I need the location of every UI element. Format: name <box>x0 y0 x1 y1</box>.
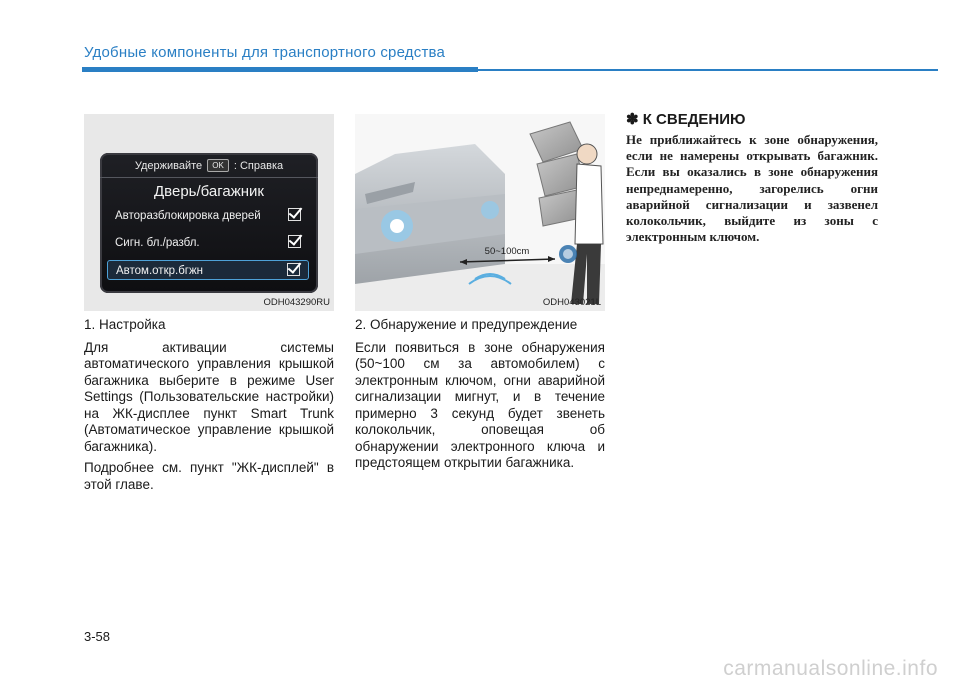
screen-item-label: Сигн. бл./разбл. <box>115 237 200 249</box>
caption-detection: 2. Обнаружение и предупреждение <box>355 317 578 332</box>
screen-hint <box>100 158 318 178</box>
watermark: carmanualsonline.info <box>723 657 938 680</box>
checkbox-checked-icon <box>288 208 301 221</box>
figure-code: ODH043290RU <box>263 297 330 308</box>
note-title: ✽ К СВЕДЕНИЮ <box>626 111 746 128</box>
checkbox-checked-icon <box>288 235 301 248</box>
screen-title: Дверь/багажник <box>154 183 264 200</box>
distance-label: 50~100cm <box>484 246 530 257</box>
note-body: Не приближайтесь к зоне обнаружения, если не намерены открывать багажник. Если вы оказались в зоне обнаружения непреднамеренно, загорелись огни аварийной сигнализации и зазвенел колокольчик, выйдите из зоны с электронным ключом. <box>626 132 878 245</box>
hint-action: : Справка <box>233 160 284 172</box>
screen-item-auto-unlock <box>107 206 309 226</box>
column-detection <box>355 317 605 477</box>
checkbox-checked-icon <box>287 263 300 276</box>
figure-code: ODH043021L <box>542 297 601 308</box>
screen-item-auto-trunk <box>107 260 309 280</box>
info-note <box>626 110 878 245</box>
caption-settings: 1. Настройка <box>84 317 166 332</box>
figure-lcd-settings <box>84 114 334 311</box>
paragraph: Для активации системы автоматического управления крышкой багажника выберите в режиме User Settings (Пользовательские настройки) на ЖК-дисплее пункт Smart Trunk (Автоматическое управление крышкой багажника). <box>84 339 334 454</box>
paragraph: Подробнее см. пункт "ЖК-дисплей" в этой главе. <box>84 460 334 492</box>
hint-hold: Удерживайте <box>134 160 203 172</box>
figure-trunk-detection <box>355 114 605 311</box>
header-rule-thick <box>82 67 478 72</box>
column-settings <box>84 317 334 498</box>
page-number: 3-58 <box>84 629 111 644</box>
ok-key: OK <box>207 159 229 172</box>
header-rule-thin <box>478 69 938 71</box>
screen-item-label: Автом.откр.бгжн <box>116 265 204 277</box>
screen-item-label: Авторазблокировка дверей <box>115 210 261 222</box>
section-title: Удобные компоненты для транспортного средства <box>84 44 446 61</box>
paragraph: Если появиться в зоне обнаружения (50~100 см за автомобилем) с электронным ключом, огни аварийной сигнализации мигнут, и в течение примерно 3 секунд будет звенеть колокольчик, оповещая об обнаружении электронного ключа и предстоящем открытии багажника. <box>355 339 605 470</box>
screen-item-lock-signal <box>107 233 309 253</box>
lcd-screen <box>100 153 318 293</box>
trunk-illustration <box>355 114 605 311</box>
